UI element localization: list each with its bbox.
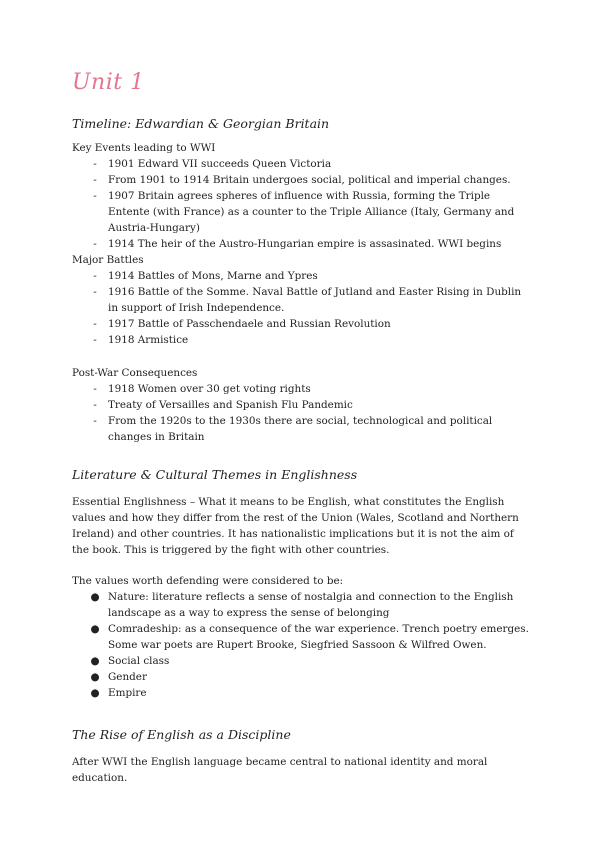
list-item: - Treaty of Versailles and Spanish Flu Pandemic [72,397,532,413]
dash-marker: - [93,318,97,330]
list-item: - 1914 The heir of the Austro-Hungarian empire is assasinated. WWI begins [72,236,532,252]
dash-marker: - [93,415,97,427]
dash-marker: - [93,158,97,170]
post-war-label: Post-War Consequences [72,367,198,379]
timeline-heading: Timeline: Edwardian & Georgian Britain [72,116,330,131]
literature-paragraph: Essential Englishness – What it means to be English, what constitutes the English values and how they differ from the rest of the Union (Wales, Scotland and Northern Ireland) and other countries. It has nationalistic implications but it is not the aim of the book. This is triggered by the fight with other countries. [72,496,519,556]
post-war-list [72,381,532,445]
list-item: - 1918 Women over 30 get voting rights [72,381,532,397]
dash-marker: - [93,334,97,346]
major-battles-label: Major Battles [72,254,144,266]
list-item: - 1901 Edward VII succeeds Queen Victoria [72,156,532,172]
dash-marker: - [93,270,97,282]
dash-marker: - [93,190,97,202]
unit-title: Unit 1 [72,70,145,95]
list-item: - 1916 Battle of the Somme. Naval Battle of Jutland and Easter Rising in Dublin in support of Irish Independence. [72,284,532,316]
bullet-marker: ● [90,655,100,667]
list-item: - 1914 Battles of Mons, Marne and Ypres [72,268,532,284]
list-item: ● Empire [90,687,147,699]
rise-paragraph: After WWI the English language became central to national identity and moral education. [72,756,488,784]
list-item: - From the 1920s to the 1930s there are social, technological and political changes in Britain [72,413,532,445]
list-item: - 1918 Armistice [72,332,532,348]
literature-heading: Literature & Cultural Themes in Englishness [72,467,358,482]
values-intro: The values worth defending were considered to be: [72,575,344,587]
bullet-marker: ● [90,671,100,683]
dash-marker: - [93,238,97,250]
list-item: - From 1901 to 1914 Britain undergoes social, political and imperial changes. [72,172,532,188]
bullet-marker: ● [90,623,100,635]
list-item: ● Gender [90,671,147,683]
rise-heading: The Rise of English as a Discipline [72,727,291,742]
list-item: ● Social class [90,655,170,667]
key-events-label: Key Events leading to WWI [72,142,216,154]
dash-marker: - [93,286,97,298]
major-battles-list [72,268,532,348]
dash-marker: - [93,399,97,411]
list-item: - 1907 Britain agrees spheres of influence with Russia, forming the Triple Entente (with France) as a counter to the Triple Alliance (Italy, Germany and Austria-Hungary) [72,188,532,236]
values-list [72,589,532,701]
dash-marker: - [93,383,97,395]
bullet-marker: ● [90,687,100,699]
bullet-marker: ● [90,591,100,603]
dash-marker: - [93,174,97,186]
list-item: - 1917 Battle of Passchendaele and Russian Revolution [72,316,532,332]
list-item: ● Nature: literature reflects a sense of nostalgia and connection to the English landscape as a way to express the sense of belonging [90,591,514,619]
list-item: ● Comradeship: as a consequence of the war experience. Trench poetry emerges. Some war poets are Rupert Brooke, Siegfried Sassoon & Wilfred Owen. [90,623,529,651]
key-events-list [72,156,532,252]
